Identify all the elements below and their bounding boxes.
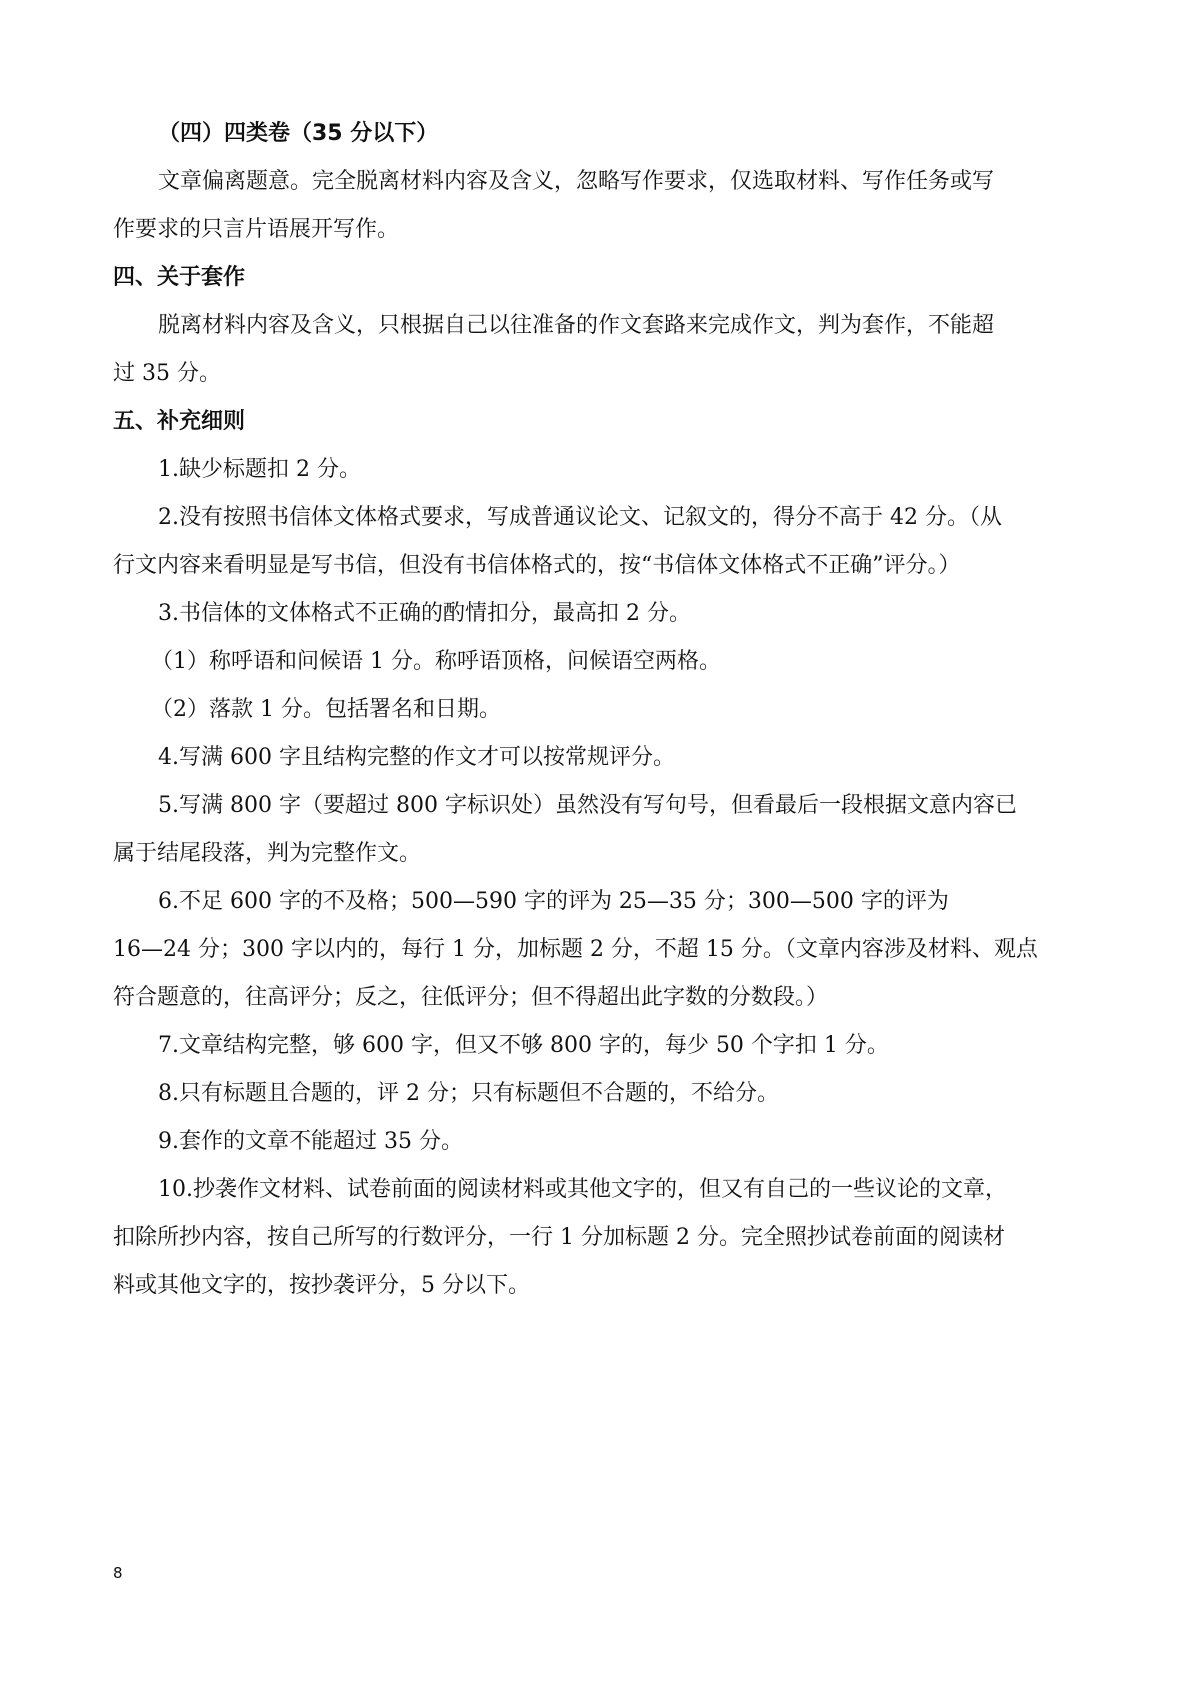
section-heading-supplement: 五、补充细则	[113, 409, 246, 434]
rule-line: 符合题意的，往高评分；反之，往低评分；但不得超出此字数的分数段。）	[113, 985, 829, 1010]
page-number: 8	[113, 1564, 123, 1582]
paragraph-line: 文章偏离题意。完全脱离材料内容及含义，忽略写作要求，仅选取材料、写作任务或写	[158, 169, 995, 194]
section-heading-class-four: （四）四类卷（35 分以下）	[158, 121, 439, 146]
rule-line: 9.套作的文章不能超过 35 分。	[158, 1129, 463, 1154]
rule-line: 4.写满 600 字且结构完整的作文才可以按常规评分。	[158, 745, 675, 770]
paragraph-line: 脱离材料内容及含义，只根据自己以往准备的作文套路来完成作文，判为套作，不能超	[158, 313, 995, 338]
rule-line: 7.文章结构完整，够 600 字，但又不够 800 字的，每少 50 个字扣 1 分。	[158, 1033, 889, 1058]
rule-line: （1）称呼语和问候语 1 分。称呼语顶格，问候语空两格。	[151, 649, 721, 674]
document-body	[113, 110, 1103, 1310]
rule-line: （2）落款 1 分。包括署名和日期。	[151, 697, 501, 722]
rule-line: 扣除所抄内容，按自己所写的行数评分，一行 1 分加标题 2 分。完全照抄试卷前面的阅读材	[113, 1225, 1005, 1250]
paragraph-line: 作要求的只言片语展开写作。	[113, 217, 400, 242]
section-heading-about-copy: 四、关于套作	[113, 265, 246, 290]
rule-line: 5.写满 800 字（要超过 800 字标识处）虽然没有写句号，但看最后一段根据文意内容已	[158, 793, 1017, 818]
paragraph-line: 过 35 分。	[113, 361, 221, 386]
rule-line: 2.没有按照书信体文体格式要求，写成普通议论文、记叙文的，得分不高于 42 分。（从	[158, 505, 1002, 530]
rule-line: 料或其他文字的，按抄袭评分，5 分以下。	[113, 1273, 530, 1298]
rule-line: 16—24 分；300 字以内的，每行 1 分，加标题 2 分，不超 15 分。（文章内容涉及材料、观点	[113, 937, 1038, 962]
rule-line: 行文内容来看明显是写书信，但没有书信体格式的，按“书信体文体格式不正确”评分。）	[113, 553, 961, 578]
rule-line: 3.书信体的文体格式不正确的酌情扣分，最高扣 2 分。	[158, 601, 691, 626]
rule-line: 6.不足 600 字的不及格；500—590 字的评为 25—35 分；300—500 字的评为	[158, 889, 949, 914]
rule-line: 属于结尾段落，判为完整作文。	[113, 841, 422, 866]
rule-line: 8.只有标题且合题的，评 2 分；只有标题但不合题的，不给分。	[158, 1081, 779, 1106]
rule-line: 10.抄袭作文材料、试卷前面的阅读材料或其他文字的，但又有自己的一些议论的文章，	[158, 1177, 1007, 1202]
rule-line: 1.缺少标题扣 2 分。	[158, 457, 361, 482]
